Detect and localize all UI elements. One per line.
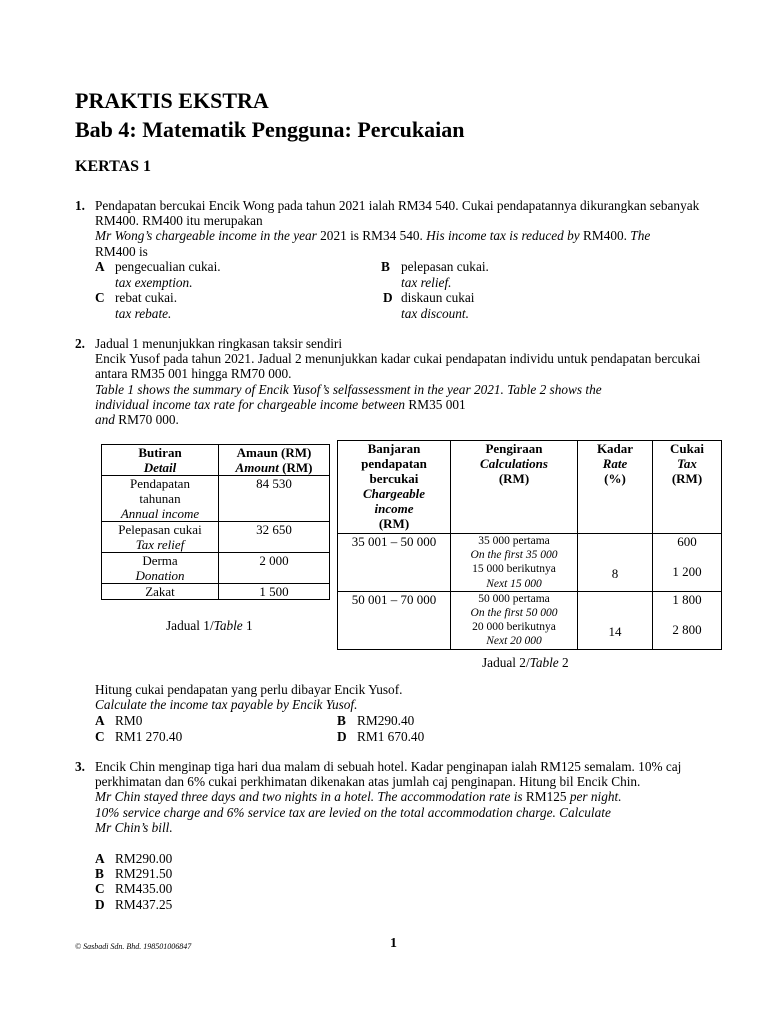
- question-text-en: Mr Chin stayed three days and two nights in a hotel. The accommodation rate is RM125 per night.: [95, 789, 622, 805]
- table-2-header-range: Banjaran pendapatan bercukai Chargeable income (RM): [338, 441, 451, 534]
- section-heading: KERTAS 1: [75, 158, 152, 175]
- question-text-en-cont: 10% service charge and 6% service tax are levied on the total accommodation charge. Calculate: [95, 804, 611, 820]
- table-row: Pelepasan cukai Tax relief 32 650: [102, 522, 330, 553]
- footer-copyright: © Sasbadi Sdn. Bhd. 198501006847: [75, 942, 192, 951]
- table-2: [337, 440, 722, 650]
- table-2-header-rate: Kadar Rate (%): [578, 441, 653, 534]
- question-text-en-cont: individual income tax rate for chargeable income between RM35 001: [95, 396, 466, 412]
- question-text-ms: Pendapatan bercukai Encik Wong pada tahun 2021 ialah RM34 540. Cukai pendapatannya dikurangkan sebanyak RM400. RM400 itu merupakan: [95, 198, 700, 229]
- page-subtitle: Bab 4: Matematik Pengguna: Percukaian: [75, 117, 465, 142]
- question-number: 1.: [75, 198, 85, 213]
- page-title: PRAKTIS EKSTRA: [75, 88, 269, 113]
- question-text-ms-cont: Encik Yusof pada tahun 2021. Jadual 2 menunjukkan kadar cukai pendapatan individu untuk pendapatan bercukai antara RM35 001 hingga RM70 000.: [95, 351, 701, 382]
- table-2-caption: Jadual 2/Table 2: [482, 655, 569, 670]
- table-1: [101, 444, 330, 600]
- table-row: Pendapatan tahunan Annual income 84 530: [102, 476, 330, 522]
- question-text-en: Table 1 shows the summary of Encik Yusof’s selfassessment in the year 2021. Table 2 shows the: [95, 381, 602, 397]
- question-text-en-cont: RM400 is: [95, 243, 148, 259]
- question-number: 3.: [75, 759, 85, 774]
- question-number: 2.: [75, 336, 85, 351]
- table-row: Zakat 1 500: [102, 584, 330, 600]
- table-1-header-detail: Butiran Detail: [102, 445, 219, 476]
- question-text-ms: Encik Chin menginap tiga hari dua malam di sebuah hotel. Kadar penginapan ialah RM125 semalam. 10% caj perkhimatan dan 6% cukai perkhimatan dikenakan atas jumlah caj penginapan. Hitung bil Encik Chin.: [95, 759, 682, 790]
- table-1-header-amount: Amaun (RM) Amount (RM): [219, 445, 330, 476]
- page-number: 1: [390, 936, 397, 951]
- question-2-ask: Hitung cukai pendapatan yang perlu dibayar Encik Yusof. Calculate the income tax payable by Encik Yusof.: [95, 682, 403, 713]
- table-row: Derma Donation 2 000: [102, 553, 330, 584]
- table-1-caption: Jadual 1/Table 1: [166, 618, 253, 633]
- question-text-ms: Jadual 1 menunjukkan ringkasan taksir sendiri: [95, 336, 343, 351]
- table-row: 50 001 – 70 000 50 000 pertama On the first 50 000 20 000 berikutnya Next 20 000 14 1 800 2 800: [338, 591, 722, 649]
- table-row: 35 001 – 50 000 35 000 pertama On the first 35 000 15 000 berikutnya Next 15 000 8 600 1 200: [338, 534, 722, 592]
- question-text-en: Mr Wong’s chargeable income in the year 2021 is RM34 540. His income tax is reduced by RM400. The: [95, 228, 651, 244]
- table-2-header-calc: Pengiraan Calculations (RM): [451, 441, 578, 534]
- question-text-en-cont2: and RM70 000.: [95, 412, 179, 428]
- question-text-en-cont2: Mr Chin’s bill.: [95, 819, 173, 835]
- table-2-header-tax: Cukai Tax (RM): [653, 441, 722, 534]
